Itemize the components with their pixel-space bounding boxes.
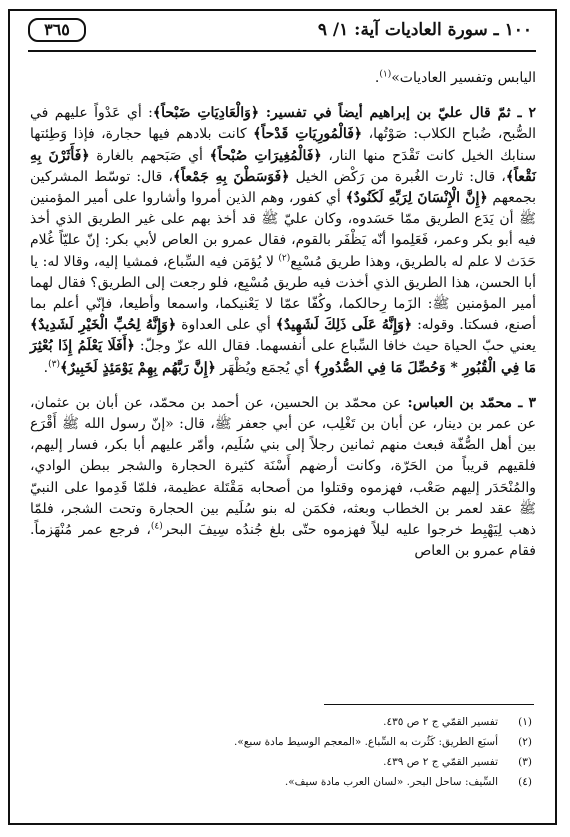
page-number: ٣٦٥ bbox=[28, 18, 86, 42]
text-run: ، فرجع عمر مُنْهَزماً. فقام عمرو بن العاص bbox=[30, 522, 536, 560]
text-run: ، قال: توسّط المشركين بجمعهم bbox=[30, 168, 536, 207]
quran-verse: ﴿فَأَثَرْنَ بِهِ نَقْعاً﴾ bbox=[30, 147, 537, 185]
footnote-ref: (٢) bbox=[278, 252, 291, 263]
paragraph bbox=[30, 393, 536, 563]
text-run: أي صَبَحهم بالغارة bbox=[89, 147, 210, 164]
footnote-text: السِّيف: ساحل البحر. «لسان العرب مادة سيف». bbox=[284, 776, 498, 788]
footnote-text: أسبَع الطريق: كَثُرت به السِّباع. «المعجم الوسيط مادة سبع». bbox=[234, 736, 498, 748]
text-run: كانت بلادهم فيها حجارة، فإذا وَطِئتها سنابك الخيل كانت تَقْدَح منها النار، bbox=[30, 126, 536, 164]
text-run: . bbox=[43, 359, 49, 376]
quran-verse: ﴿وَإِنَّهُ عَلَى ذَلِكَ لَشَهِيدٌ﴾ bbox=[275, 317, 413, 334]
text-run: ، قال: ثارت الغُبرة من رَكْض الخيل bbox=[289, 168, 506, 185]
footnote-ref: (٣) bbox=[48, 358, 60, 369]
quran-verse: ﴿فَالْمُغِيرَاتِ صُبْحاً﴾ bbox=[209, 147, 322, 164]
text-run: عن محمّد بن الحسين، عن أحمد بن محمّد، عن أبان بن عثمان، عن عمر بن دينار، عن أبان بن تَغْلِب، عن أبي جعفر ﷺ، قال: «إنّ رسول الله ﷺ أَقْرَع بين أهل الصُّفّة فبعث منهم ثمانين رجلاً إلى بني سُلَيم، وأمّر عليهم أبا بكر، فسار إليهم، فلقيهم قريباً من الحَرّة، وكانت أرضهم أَسْنَة كثيرة الحجارة والشجر ببطن الوادي، والمُنْحَدَر إليهم صَعْب، فهزموه وقتلوا من أصحابه مَقْتَلة عظيمة، فلمّا قَدِموا على النبيّ ﷺ عقد لعمر بن الخطاب وبعثه، فكمَن له بنو سُلَيم بين الحجارة وتحت الشجر، فلمّا ذهب لِيَهْبِط خرجوا عليه ليلاً فهزموه حتّى بلغ جُندُه سِيفَ البحر bbox=[30, 394, 536, 539]
quran-verse: ﴿وَالْعَادِيَاتِ ضَبْحاً﴾ bbox=[152, 105, 260, 122]
chapter-title: ١٠٠ ـ سورة العاديات آية: ١/ ٩ bbox=[317, 20, 532, 40]
paragraph bbox=[30, 68, 536, 89]
footnote-ref: (٤) bbox=[150, 521, 163, 532]
footnote-number: (٣) bbox=[518, 756, 532, 768]
footnote bbox=[52, 752, 532, 772]
text-run: يعني حبّ الحياة حيث خافا السِّباع على أنفسهما. فقال الله عزّ وجلّ: bbox=[134, 338, 536, 355]
footnote-number: (٤) bbox=[518, 776, 532, 788]
quran-verse: ﴿فَالْمُورِيَاتِ قَدْحاً﴾ bbox=[253, 126, 363, 143]
footnote-text: تفسير القمّي ج ٢ ص ٤٣٩. bbox=[383, 756, 498, 768]
running-header bbox=[28, 18, 536, 46]
text-run: . bbox=[374, 70, 380, 86]
quran-verse: ﴿فَوَسَطْنَ بِهِ جَمْعاً﴾ bbox=[172, 168, 290, 185]
quran-verse: ﴿أَفَلَا يَعْلَمُ إِذَا بُعْثِرَ مَا فِي الْقُبُورِ * وَحُصِّلَ مَا فِي الصُّدُورِ﴾ bbox=[30, 338, 536, 376]
paragraph bbox=[30, 103, 536, 379]
quran-verse: ﴿وَإِنَّهُ لِحُبِّ الْخَيْرِ لَشَدِيدٌ﴾ bbox=[30, 317, 177, 334]
text-run: أي على العداوة bbox=[176, 317, 276, 334]
footnote-rule bbox=[324, 704, 534, 705]
footnote bbox=[52, 732, 532, 752]
hadith-lead: ٣ ـ محمّد بن العباس: bbox=[401, 394, 536, 411]
footnotes bbox=[52, 712, 532, 792]
quran-verse: ﴿إِنَّ الْإِنْسَانَ لِرَبِّهِ لَكَنُودٌ﴾ bbox=[345, 190, 488, 207]
text-run: لا يُؤمَن فيه السِّباع، فمشيا إليه، وقالا له: يا أبا الحسن، هذا الطريق الذي أخذت فيه طريق مُسْبِع، فلو رجعت إلى الطريق؟ فقال لهما أمير المؤمنين ﷺ: الزَما رِحالكما، وكُفّا عمّا لا يَعْنيكما، واسمعا وأطيعا، فإنّي أعلم بما أصنع، فسكتا. وقوله: bbox=[30, 253, 536, 334]
quran-verse: ﴿إِنَّ رَبَّهُم بِهِمْ يَوْمَئِذٍ لَخَبِيرٌ﴾ bbox=[60, 359, 216, 376]
footnote-number: (٢) bbox=[518, 736, 532, 748]
text-run: أي يُجمَع ويُظْهَر bbox=[215, 359, 314, 376]
main-text bbox=[30, 68, 536, 568]
footnote-number: (١) bbox=[518, 716, 532, 728]
text-run: : أي عَدْواً عليهم في الصُّبح، ضُباح الكلاب: صَوْتُها، bbox=[30, 105, 536, 143]
header-rule bbox=[28, 50, 536, 52]
footnote bbox=[52, 772, 532, 792]
footnote bbox=[52, 712, 532, 732]
text-run: اليابس وتفسير العاديات» bbox=[391, 70, 536, 86]
text-run: أي كفور، وهم الذين أمروا وأشاروا على أمير المؤمنين ﷺ أن يَدَع الطريق ممّا حَسَدوه، وكان عليّ ﷺ قد أخذ بهم على غير الطريق الذي أخذ فيه أبو بكر وعمر، فَعَلِموا أنّه يَظْفَر بالقوم، فقال عمرو بن العاص لأبي بكر: إنّ عليّاً غُلام حَدَث لا علم له بالطريق، وهذا طريق مُسْبِع bbox=[30, 190, 536, 270]
footnote-ref: (١) bbox=[379, 69, 392, 80]
footnote-text: تفسير القمّي ج ٢ ص ٤٣٥. bbox=[383, 716, 498, 728]
hadith-lead: ٢ ـ ثمّ قال عليّ بن إبراهيم أيضاً في تفسير: bbox=[259, 105, 536, 122]
